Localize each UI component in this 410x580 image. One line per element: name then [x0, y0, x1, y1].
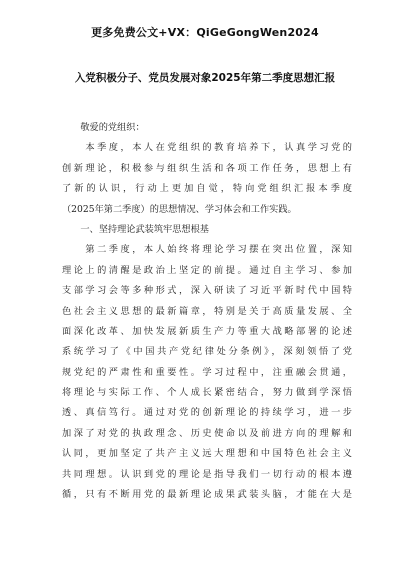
paragraph-line: 系统学习了《中国共产党纪律处分条例》，深刻领悟了党 — [62, 346, 352, 358]
document-title: 入党积极分子、党员发展对象2025年第二季度思想汇报 — [74, 72, 336, 84]
paragraph-line: 认同，更加坚定了共产主义远大理想和中国特色社会主义 — [62, 448, 352, 460]
section-heading: 一、坚持理论武装筑牢思想根基 — [62, 223, 209, 235]
paragraph-line: 透、真信笃行。通过对党的创新理论的持续学习，进一步 — [62, 407, 352, 419]
paragraph-line: 规党纪的严肃性和重要性。学习过程中，注重融会贯通， — [62, 366, 352, 378]
paragraph-line: 创新理论，积极参与组织生活和各项工作任务，思想上有 — [62, 162, 352, 174]
paragraph-line: （2025年第二季度）的思想情况、学习体会和工作实践。 — [62, 203, 297, 215]
salutation: 敬爱的党组织： — [62, 122, 145, 133]
paragraph-line: 本季度，本人在党组织的教育培养下，认真学习党的 — [62, 142, 352, 154]
paragraph-line: 第二季度，本人始终将理论学习摆在突出位置，深知 — [62, 244, 352, 256]
paragraph-line: 理论上的清醒是政治上坚定的前提。通过自主学习、参加 — [62, 264, 352, 276]
paragraph-line: 面深化改革、加快发展新质生产力等重大战略部署的论述 — [62, 325, 352, 337]
paragraph-line: 加深了对党的执政理念、历史使命以及前进方向的理解和 — [62, 427, 352, 439]
paragraph-line: 将理论与实际工作、个人成长紧密结合，努力做到学深悟 — [62, 387, 352, 399]
promo-banner: 更多免费公文+VX：QiGeGongWen2024 — [91, 26, 319, 39]
paragraph-line: 循，只有不断用党的最新理论成果武装头脑，才能在大是 — [62, 489, 352, 501]
paragraph-line: 共同理想。认识到党的理论是指导我们一切行动的根本遵 — [62, 468, 352, 480]
document-body — [62, 118, 352, 505]
paragraph-line: 色社会主义思想的最新篇章，特别是关于高质量发展、全 — [62, 305, 352, 317]
paragraph-line: 支部学习会等多种形式，深入研读了习近平新时代中国特 — [62, 285, 352, 297]
paragraph-line: 了新的认识，行动上更加自觉，特向党组织汇报本季度 — [62, 183, 352, 195]
